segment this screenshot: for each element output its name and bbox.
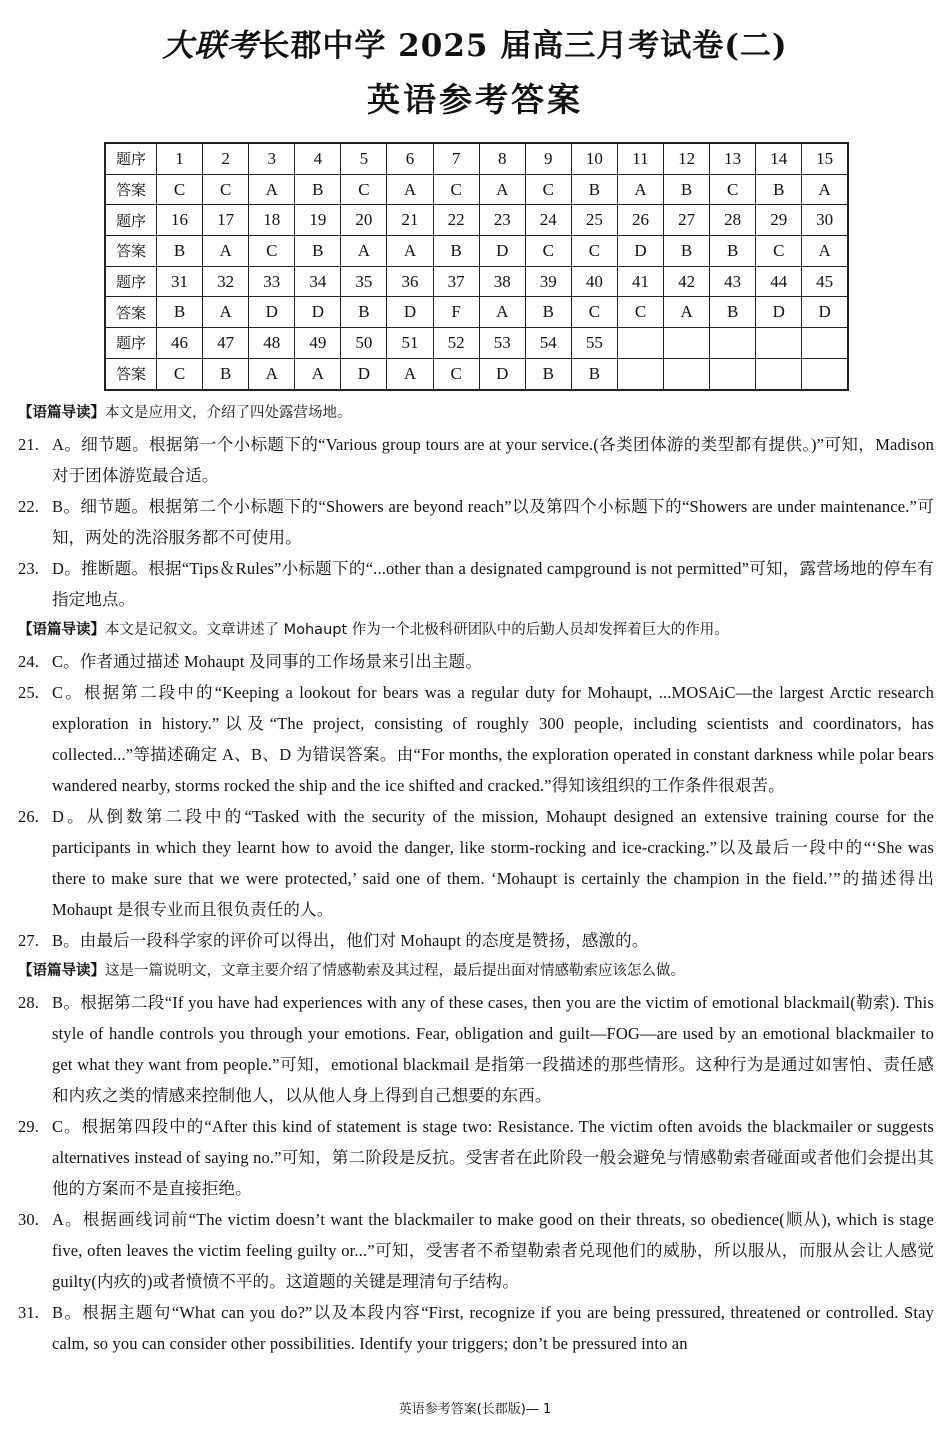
guide-text: 这是一篇说明文，文章主要介绍了情感勒索及其过程，最后提出面对情感勒索应该怎么做。 (105, 963, 685, 979)
table-cell: A (341, 236, 387, 267)
table-cell: D (756, 297, 802, 328)
table-cell: B (157, 236, 203, 267)
guide-tag: 【语篇导读】 (18, 622, 105, 638)
table-cell: A (249, 358, 295, 389)
explanation-text: B。根据第二段“If you have had experiences with any of these cases, then you are the victim of emotional blackmail(勒索). This style of handle controls you through your emotions. Fear, obligation and guilt—FOG—are used by an emotional blackmailer to get what they want from people.”可知，emotional blackmail 是指第一段描述的那些情形。这种行为是通过如害怕、责任感和内疚之类的情感来控制他人，以从他人身上得到自己想要的东西。 (52, 993, 934, 1105)
table-cell: 25 (571, 205, 617, 236)
table-cell: 23 (479, 205, 525, 236)
table-cell: 47 (203, 328, 249, 359)
answer-explanation (18, 1297, 934, 1359)
table-cell: 54 (525, 328, 571, 359)
table-cell: 37 (433, 266, 479, 297)
answer-explanation (18, 553, 934, 615)
table-cell: A (203, 297, 249, 328)
table-cell: B (710, 297, 756, 328)
row-label: 题序 (105, 266, 157, 297)
table-cell: 15 (802, 143, 848, 174)
answer-explanation (18, 987, 934, 1111)
table-cell: 53 (479, 328, 525, 359)
table-cell: A (387, 236, 433, 267)
explanation-text: D。从倒数第二段中的“Tasked with the security of the mission, Mohaupt designed an extensive training course for the participants in which they learnt how to avoid the danger, like storm-rocking and ice-cracking.”以及最后一段中的“‘She was there to make sure that we were protected,’ said one of them. ‘Mohaupt is certainly the champion in the field.’”的描述得出 Mohaupt 是很专业而且很负责任的人。 (52, 807, 934, 919)
table-cell: 3 (249, 143, 295, 174)
table-cell: B (525, 358, 571, 389)
table-cell (617, 358, 663, 389)
table-cell: 39 (525, 266, 571, 297)
table-cell: 31 (157, 266, 203, 297)
table-cell (664, 328, 710, 359)
reading-guide (18, 398, 934, 429)
table-cell: 34 (295, 266, 341, 297)
table-cell: D (479, 358, 525, 389)
table-cell: 19 (295, 205, 341, 236)
table-cell: B (664, 174, 710, 205)
table-cell: 50 (341, 328, 387, 359)
table-cell: B (295, 174, 341, 205)
question-number: 28. (18, 993, 40, 1012)
table-cell: D (341, 358, 387, 389)
table-row (105, 328, 848, 359)
row-label: 题序 (105, 328, 157, 359)
table-cell: 48 (249, 328, 295, 359)
answer-explanation (18, 646, 934, 677)
table-cell (756, 328, 802, 359)
table-cell: 30 (802, 205, 848, 236)
table-cell: 40 (571, 266, 617, 297)
table-cell: A (387, 358, 433, 389)
table-cell: A (203, 236, 249, 267)
table-cell: 52 (433, 328, 479, 359)
table-cell (710, 358, 756, 389)
answer-table (104, 142, 849, 391)
table-cell: A (387, 174, 433, 205)
table-cell: 16 (157, 205, 203, 236)
table-cell: B (756, 174, 802, 205)
explanation-text: B。由最后一段科学家的评价可以得出，他们对 Mohaupt 的态度是赞扬，感激的。 (52, 931, 649, 950)
table-cell: B (710, 236, 756, 267)
table-cell (802, 328, 848, 359)
table-cell: 38 (479, 266, 525, 297)
table-cell: 41 (617, 266, 663, 297)
table-cell: 4 (295, 143, 341, 174)
question-number: 30. (18, 1210, 40, 1229)
table-cell: B (433, 236, 479, 267)
page-subtitle: 英语参考答案 (367, 80, 583, 119)
table-cell: F (433, 297, 479, 328)
table-cell: 55 (571, 328, 617, 359)
table-cell: C (157, 174, 203, 205)
table-cell: C (756, 236, 802, 267)
table-cell: B (571, 358, 617, 389)
explanation-text: B。根据主题句“What can you do?”以及本段内容“First, recognize if you are being pressured, threatened or controlled. Stay calm, so you can consider other possibilities. Identify your triggers; don’t be pressured into an (52, 1303, 934, 1353)
table-cell: 14 (756, 143, 802, 174)
table-cell: B (295, 236, 341, 267)
table-cell: 1 (157, 143, 203, 174)
explanation-text: C。作者通过描述 Mohaupt 及同事的工作场景来引出主题。 (52, 652, 482, 671)
explanations (18, 398, 934, 1359)
table-cell: D (295, 297, 341, 328)
question-number: 25. (18, 683, 40, 702)
table-cell: B (341, 297, 387, 328)
reading-guide (18, 615, 934, 646)
table-cell: B (664, 236, 710, 267)
row-label: 答案 (105, 297, 157, 328)
question-number: 24. (18, 652, 40, 671)
guide-tag: 【语篇导读】 (18, 405, 105, 421)
explanation-text: A。根据画线词前“The victim doesn’t want the blackmailer to make good on their threats, so obedience(顺从), which is stage five, often leaves the victim feeling guilty or...”可知，受害者不希望勒索者兑现他们的威胁，所以服从，而服从会让人感觉 guilty(内疚的)或者愤愤不平的。这道题的关键是理清句子结构。 (52, 1210, 934, 1291)
table-cell: 18 (249, 205, 295, 236)
table-cell: C (525, 174, 571, 205)
answer-explanation (18, 429, 934, 491)
guide-tag: 【语篇导读】 (18, 963, 105, 979)
table-cell: C (249, 236, 295, 267)
table-cell: 29 (756, 205, 802, 236)
table-cell: A (479, 297, 525, 328)
table-cell: C (571, 236, 617, 267)
answer-explanation (18, 1204, 934, 1297)
question-number: 29. (18, 1117, 40, 1136)
table-cell: A (295, 358, 341, 389)
table-cell (617, 328, 663, 359)
table-cell: 45 (802, 266, 848, 297)
table-cell: 42 (664, 266, 710, 297)
table-cell: A (664, 297, 710, 328)
table-cell: B (203, 358, 249, 389)
table-cell: C (571, 297, 617, 328)
table-cell: 28 (710, 205, 756, 236)
table-cell: C (617, 297, 663, 328)
table-cell: 8 (479, 143, 525, 174)
table-cell: 46 (157, 328, 203, 359)
table-cell: C (203, 174, 249, 205)
table-cell: 22 (433, 205, 479, 236)
table-cell: 9 (525, 143, 571, 174)
exam-title: 长郡中学 2025 届高三月考试卷(二) (258, 28, 788, 64)
table-row (105, 143, 848, 174)
table-cell: 35 (341, 266, 387, 297)
table-row (105, 358, 848, 389)
explanation-text: C。根据第四段中的“After this kind of statement is stage two: Resistance. The victim often avoids the blackmailer or suggests alternatives instead of saying no.”可知，第二阶段是反抗。受害者在此阶段一般会避免与情感勒索者碰面或者他们会提出其他的方案而不是直接拒绝。 (52, 1117, 934, 1198)
table-cell: 51 (387, 328, 433, 359)
answer-explanation (18, 491, 934, 553)
page-footer: 英语参考答案(长郡版)— 1 (398, 1402, 552, 1417)
row-label: 答案 (105, 358, 157, 389)
table-cell: D (479, 236, 525, 267)
table-cell: B (157, 297, 203, 328)
table-cell: 43 (710, 266, 756, 297)
question-number: 22. (18, 497, 40, 516)
table-row (105, 236, 848, 267)
explanation-text: B。细节题。根据第二个小标题下的“Showers are beyond reach”以及第四个小标题下的“Showers are under maintenance.”可知，两处的洗浴服务都不可使用。 (52, 497, 934, 547)
table-cell: 49 (295, 328, 341, 359)
answer-explanation (18, 801, 934, 925)
table-cell: 10 (571, 143, 617, 174)
question-number: 26. (18, 807, 40, 826)
table-cell: 7 (433, 143, 479, 174)
table-cell (756, 358, 802, 389)
answer-explanation (18, 677, 934, 801)
table-cell: 17 (203, 205, 249, 236)
brand-logo-text: 大联考 (162, 28, 259, 64)
row-label: 题序 (105, 205, 157, 236)
table-cell: A (802, 236, 848, 267)
answer-explanation (18, 1111, 934, 1204)
table-cell: A (617, 174, 663, 205)
table-cell: 6 (387, 143, 433, 174)
table-cell: C (341, 174, 387, 205)
guide-text: 本文是应用文，介绍了四处露营场地。 (105, 405, 352, 421)
answer-explanation (18, 925, 934, 956)
table-cell (710, 328, 756, 359)
table-cell: 12 (664, 143, 710, 174)
question-number: 31. (18, 1303, 40, 1322)
table-row (105, 174, 848, 205)
table-cell: C (433, 358, 479, 389)
table-cell: 33 (249, 266, 295, 297)
guide-text: 本文是记叙文。文章讲述了 Mohaupt 作为一个北极科研团队中的后勤人员却发挥着巨大的作用。 (105, 622, 729, 638)
table-cell: D (387, 297, 433, 328)
table-cell: 11 (617, 143, 663, 174)
table-cell: C (710, 174, 756, 205)
reading-guide (18, 956, 934, 987)
table-cell: A (249, 174, 295, 205)
row-label: 答案 (105, 174, 157, 205)
table-cell: 36 (387, 266, 433, 297)
table-cell (802, 358, 848, 389)
question-number: 23. (18, 559, 40, 578)
table-cell: 2 (203, 143, 249, 174)
table-cell: C (433, 174, 479, 205)
table-cell (664, 358, 710, 389)
table-cell: C (525, 236, 571, 267)
table-cell: 20 (341, 205, 387, 236)
table-cell: 13 (710, 143, 756, 174)
table-cell: 21 (387, 205, 433, 236)
table-cell: 44 (756, 266, 802, 297)
explanation-text: A。细节题。根据第一个小标题下的“Various group tours are at your service.(各类团体游的类型都有提供。)”可知，Madison 对于团体游览最合适。 (52, 435, 934, 485)
table-row (105, 297, 848, 328)
page-title (0, 20, 950, 65)
table-cell: C (157, 358, 203, 389)
row-label: 题序 (105, 143, 157, 174)
table-cell: 5 (341, 143, 387, 174)
table-cell: 24 (525, 205, 571, 236)
table-cell: 26 (617, 205, 663, 236)
table-cell: B (571, 174, 617, 205)
table-cell: A (479, 174, 525, 205)
table-row (105, 266, 848, 297)
table-cell: D (249, 297, 295, 328)
explanation-text: D。推断题。根据“Tips＆Rules”小标题下的“...other than a designated campground is not permitted”可知，露营场地的停车有指定地点。 (52, 559, 934, 609)
table-cell: A (802, 174, 848, 205)
table-row (105, 205, 848, 236)
question-number: 27. (18, 931, 40, 950)
table-cell: D (802, 297, 848, 328)
row-label: 答案 (105, 236, 157, 267)
table-cell: 27 (664, 205, 710, 236)
table-cell: B (525, 297, 571, 328)
table-cell: 32 (203, 266, 249, 297)
explanation-text: C。根据第二段中的“Keeping a lookout for bears was a regular duty for Mohaupt, ...MOSAiC—the largest Arctic research exploration in history.”以及“The project, consisting of roughly 300 people, including scientists and coordinators, has collected...”等描述确定 A、B、D 为错误答案。由“For months, the exploration operated in constant darkness while polar bears wandered nearby, storms rocked the ship and the ice shifted and cracked.”得知该组织的工作条件很艰苦。 (52, 683, 934, 795)
question-number: 21. (18, 435, 40, 454)
table-cell: D (617, 236, 663, 267)
